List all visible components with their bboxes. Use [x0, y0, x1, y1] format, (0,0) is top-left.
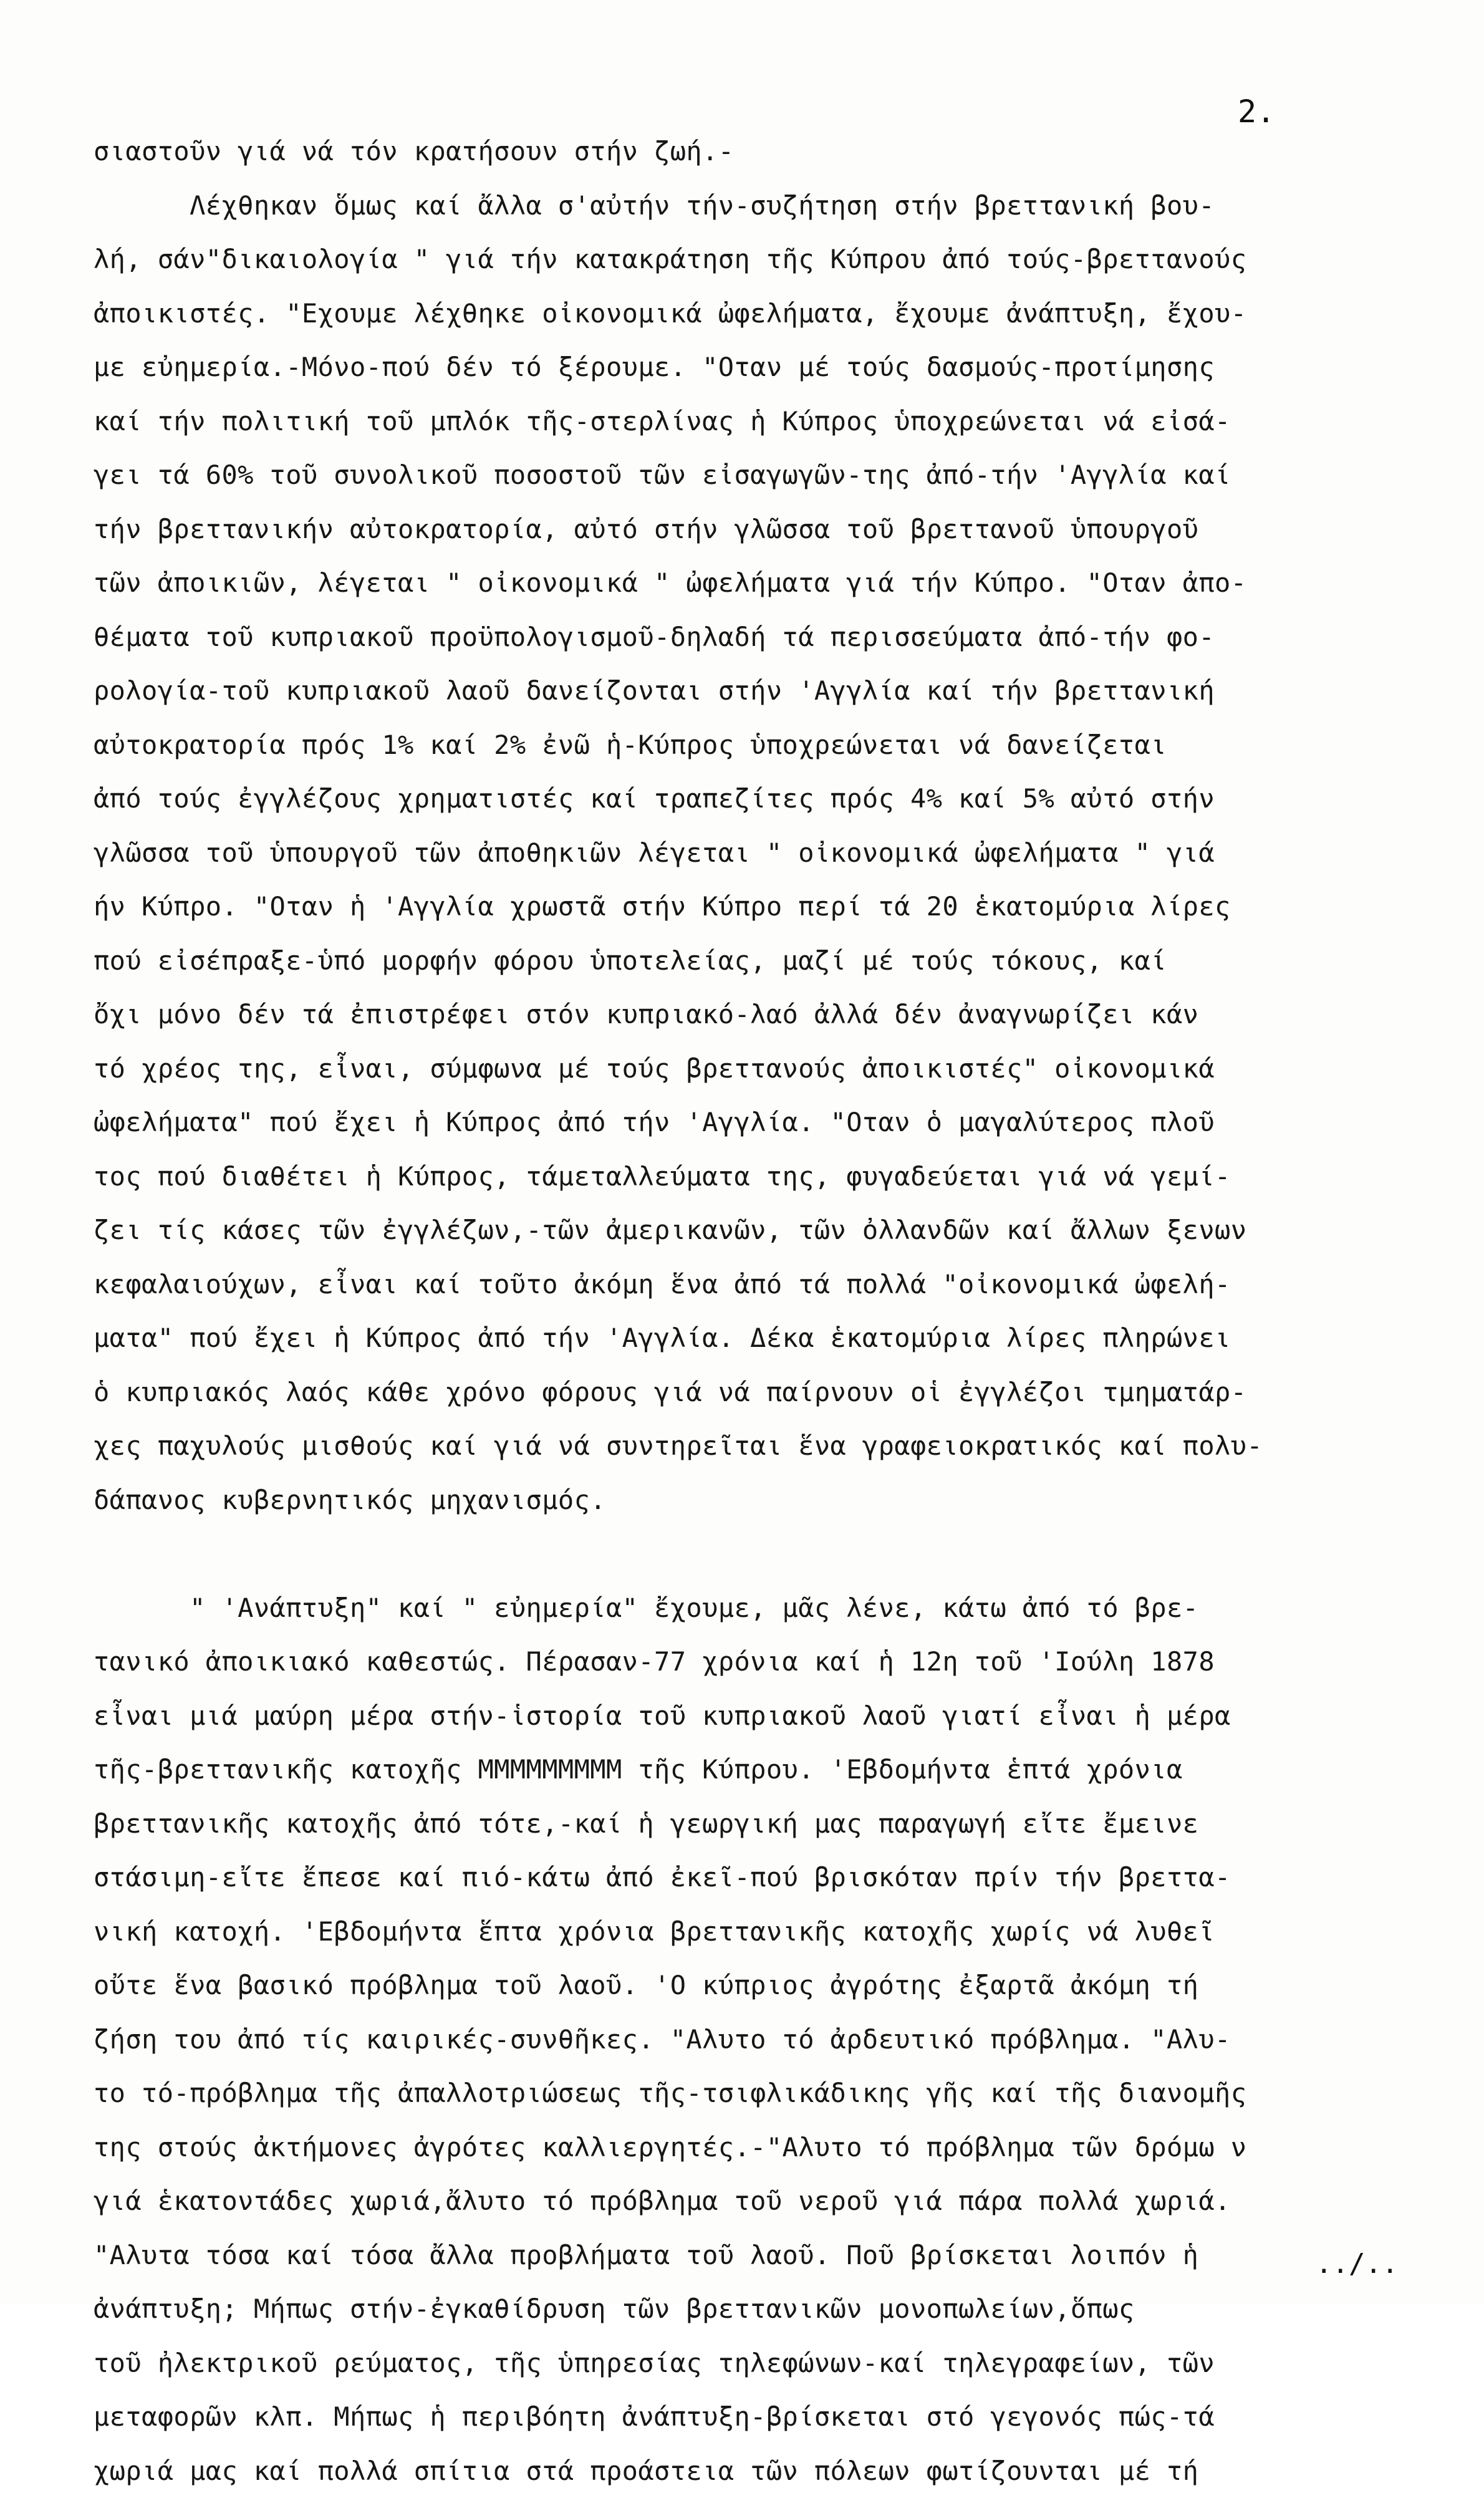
text-line: θέματα τοῦ κυπριακοῦ προϋπολογισμοῦ-δηλαδή τά περισσεύματα ἀπό-τήν φο- — [94, 610, 1422, 665]
text-line: τῶν ἀποικιῶν, λέγεται " οἰκονομικά " ὠφελήματα γιά τήν Κύπρο. "Οταν ἀπο- — [94, 556, 1422, 610]
text-line: τό χρέος της, εἶναι, σύμφωνα μέ τούς βρεττανούς ἀποικιστές" οἰκονομικά — [94, 1042, 1422, 1096]
text-line: ὠφελήματα" πού ἔχει ἡ Κύπρος ἀπό τήν 'Αγγλία. "Οταν ὁ μαγαλύτερος πλοῦ — [94, 1096, 1422, 1150]
text-line: οὔτε ἕνα βασικό πρόβλημα τοῦ λαοῦ. 'Ο κύπριος ἀγρότης ἐξαρτᾶ ἀκόμη τή — [94, 1959, 1422, 2013]
text-line: στάσιμη-εἴτε ἔπεσε καί πιό-κάτω ἀπό ἐκεῖ-πού βρισκόταν πρίν τήν βρεττα- — [94, 1851, 1422, 1905]
text-line: χες παχυλούς μισθούς καί γιά νά συντηρεῖται ἕνα γραφειοκρατικός καί πολυ- — [94, 1419, 1422, 1473]
text-line: λή, σάν"δικαιολογία " γιά τήν κατακράτηση τῆς Κύπρου ἀπό τούς-βρεττανούς — [94, 233, 1422, 287]
text-line: βρεττανικῆς κατοχῆς ἀπό τότε,-καί ἡ γεωργική μας παραγωγή εἴτε ἔμεινε — [94, 1797, 1422, 1851]
text-line: το τό-πρόβλημα τῆς ἀπαλλοτριώσεως τῆς-τσιφλικάδικης γῆς καί τῆς διανομῆς — [94, 2066, 1422, 2121]
text-line: τος πού διαθέτει ἡ Κύπρος, τάμεταλλεύματα της, φυγαδεύεται γιά νά γεμί- — [94, 1150, 1422, 1204]
text-line: νική κατοχή. 'Εβδομήντα ἕπτα χρόνια βρεττανικῆς κατοχῆς χωρίς νά λυθεῖ — [94, 1905, 1422, 1959]
text-line: εἶναι μιά μαύρη μέρα στήν-ἱστορία τοῦ κυπριακοῦ λαοῦ γιατί εἶναι ἡ μέρα — [94, 1689, 1422, 1743]
text-line: πού εἰσέπραξε-ὑπό μορφήν φόρου ὑποτελείας, μαζί μέ τούς τόκους, καί — [94, 934, 1422, 988]
text-line: ἀποικιστές. "Εχουμε λέχθηκε οἰκονομικά ὠφελήματα, ἔχουμε ἀνάπτυξη, ἔχου- — [94, 287, 1422, 341]
text-line: γλῶσσα τοῦ ὑπουργοῦ τῶν ἀποθηκιῶν λέγεται " οἰκονομικά ὠφελήματα " γιά — [94, 826, 1422, 880]
text-line: τανικό ἀποικιακό καθεστώς. Πέρασαν-77 χρόνια καί ἡ 12η τοῦ 'Ιούλη 1878 — [94, 1635, 1422, 1689]
paragraph-1 — [94, 125, 1422, 1527]
text-line: καί τήν πολιτική τοῦ μπλόκ τῆς-στερλίνας ἡ Κύπρος ὑποχρεώνεται νά εἰσά- — [94, 395, 1422, 449]
text-line: ἀνάπτυξη; Μήπως στήν-ἐγκαθίδρυση τῶν βρεττανικῶν μονοπωλείων,ὅπως — [94, 2282, 1422, 2336]
text-line: με εὐημερία.-Μόνο-πού δέν τό ξέρουμε. "Οταν μέ τούς δασμούς-προτίμησης — [94, 340, 1422, 395]
text-line: γει τά 60% τοῦ συνολικοῦ ποσοστοῦ τῶν εἰσαγωγῶν-της ἀπό-τήν 'Αγγλία καί — [94, 448, 1422, 503]
text-line: "Αλυτα τόσα καί τόσα ἄλλα προβλήματα τοῦ λαοῦ. Ποῦ βρίσκεται λοιπόν ἡ — [94, 2229, 1422, 2283]
text-line: ματα" πού ἔχει ἡ Κύπρος ἀπό τήν 'Αγγλία. Δέκα ἑκατομύρια λίρες πληρώνει — [94, 1311, 1422, 1366]
text-line: ρολογία-τοῦ κυπριακοῦ λαοῦ δανείζονται στήν 'Αγγλία καί τήν βρεττανική — [94, 664, 1422, 718]
text-line: αὐτοκρατορία πρός 1% καί 2% ἐνῶ ἡ-Κύπρος ὑποχρεώνεται νά δανείζεται — [94, 718, 1422, 773]
text-line: ζει τίς κάσες τῶν ἐγγλέζων,-τῶν ἀμερικανῶν, τῶν ὀλλανδῶν καί ἄλλων ξενων — [94, 1203, 1422, 1258]
text-line: τήν βρεττανικήν αὐτοκρατορία, αὐτό στήν γλῶσσα τοῦ βρεττανοῦ ὑπουργοῦ — [94, 503, 1422, 557]
text-line: τοῦ ἠλεκτρικοῦ ρεύματος, τῆς ὑπηρεσίας τηλεφώνων-καί τηλεγραφείων, τῶν — [94, 2336, 1422, 2391]
text-line: ήν Κύπρο. "Οταν ἡ 'Αγγλία χρωστᾶ στήν Κύπρο περί τά 20 ἑκατομύρια λίρες — [94, 880, 1422, 934]
text-line: ζήση του ἀπό τίς καιρικές-συνθῆκες. "Αλυτο τό ἀρδευτικό πρόβλημα. "Αλυ- — [94, 2013, 1422, 2067]
text-line: Λέχθηκαν ὅμως καί ἄλλα σ'αὐτήν τήν-συζήτηση στήν βρεττανική βου- — [94, 179, 1422, 233]
text-line: μεταφορῶν κλπ. Μήπως ἡ περιβόητη ἀνάπτυξη-βρίσκεται στό γεγονός πώς-τά — [94, 2390, 1422, 2444]
text-line: της στούς ἀκτήμονες ἀγρότες καλλιεργητές.-"Αλυτο τό πρόβλημα τῶν δρόμω ν — [94, 2121, 1422, 2175]
text-line: γιά ἑκατοντάδες χωριά,ἄλυτο τό πρόβλημα τοῦ νεροῦ γιά πάρα πολλά χωριά. — [94, 2174, 1422, 2229]
text-line: ἀπό τούς ἐγγλέζους χρηματιστές καί τραπεζίτες πρός 4% καί 5% αὐτό στήν — [94, 772, 1422, 826]
text-line: κεφαλαιούχων, εἶναι καί τοῦτο ἀκόμη ἕνα ἀπό τά πολλά "οἰκονομικά ὠφελή- — [94, 1258, 1422, 1312]
page-number: 2. — [1238, 94, 1275, 130]
document-body — [94, 125, 1422, 2498]
text-line: δάπανος κυβερνητικός μηχανισμός. — [94, 1473, 1422, 1528]
paragraph-gap — [94, 1527, 1422, 1581]
text-line: " 'Ανάπτυξη" καί " εὐημερία" ἔχουμε, μᾶς λένε, κάτω ἀπό τό βρε- — [94, 1581, 1422, 1636]
text-line: σιαστοῦν γιά νά τόν κρατήσουν στήν ζωή.- — [94, 125, 1422, 179]
text-line: ὁ κυπριακός λαός κάθε χρόνο φόρους γιά νά παίρνουν οἱ ἐγγλέζοι τμηματάρ- — [94, 1366, 1422, 1420]
paragraph-2 — [94, 1581, 1422, 2498]
text-line: τῆς-βρεττανικῆς κατοχῆς ΜΜΜΜΜΜΜΜΜ τῆς Κύπρου. 'Εβδομήντα ἑπτά χρόνια — [94, 1743, 1422, 1797]
continuation-mark: ../.. — [1316, 2248, 1398, 2280]
text-line: ὄχι μόνο δέν τά ἐπιστρέφει στόν κυπριακό-λαό ἀλλά δέν ἀναγνωρίζει κάν — [94, 988, 1422, 1042]
text-line: χωριά μας καί πολλά σπίτια στά προάστεια τῶν πόλεων φωτίζουνται μέ τή — [94, 2444, 1422, 2498]
